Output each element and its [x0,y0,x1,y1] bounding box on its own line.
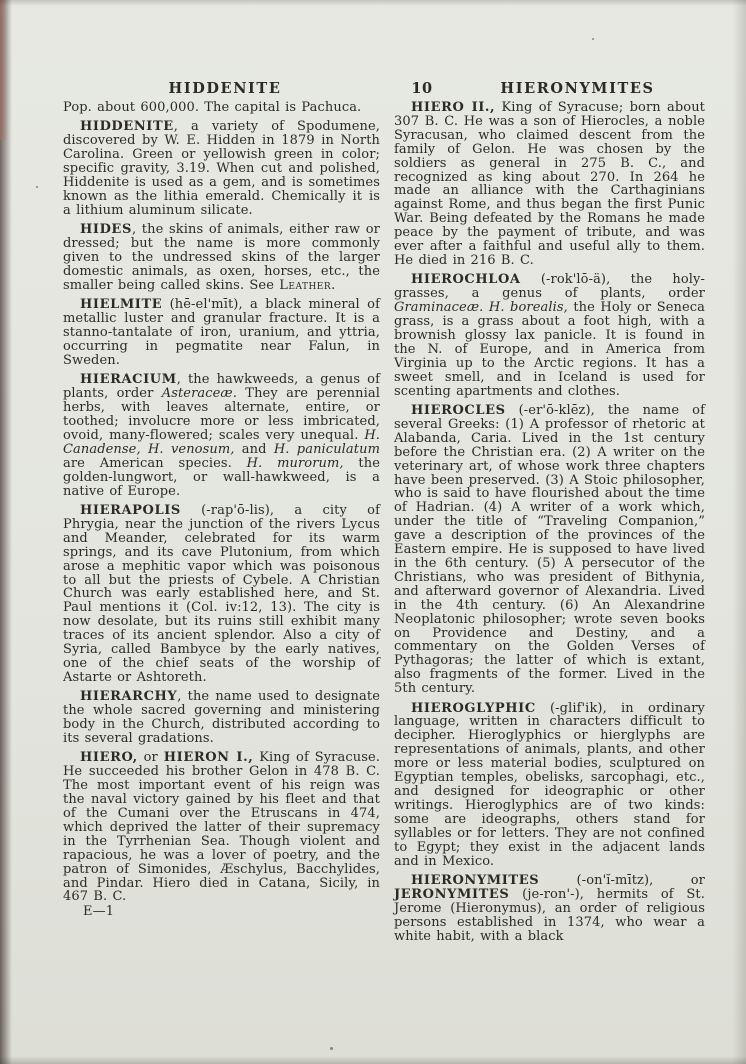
entry-hierapolis: HIERAPOLIS (-rap'ō-lis), a city of Phrygia, near the junction of the rivers Lycus and Meander, celebrated for its warm springs, and its cave Plutonium, from which arose a mephitic vapor which was poisonous to all but the priests of Cybele. A Christian Church was early established here, and St. Paul mentions it (Col. iv:12, 13). The city is now desolate, but its ruins still exhibit many traces of its ancient splendor. Also a city of Syria, called Bambyce by the early natives, one of the chief seats of the worship of Astarte or Ashtoreth. [63,502,380,685]
text-columns [63,101,705,943]
entry-hiddenite: HIDDENITE, a variety of Spodumene, discovered by W. E. Hidden in 1879 in North Carolina. Green or yellowish green in color; specific gravity, 3.19. When cut and polished, Hiddenite is used as a gem, and is sometimes known as the lithia emerald. Chemically it is a lithium aluminum silicate. [63,119,380,218]
page-right-edge-shadow [732,0,746,1064]
scan-speck [330,1047,333,1050]
entry-hieroglyphic: HIEROGLYPHIC (-glif'ik), in ordinary language, written in characters difficult to decipher. Hieroglyphics or hierglyphs are representations of animals, plants, and other more or less material bodies, sculptured on Egyptian temples, obelisks, sarcophagi, etc., and designed for ideographic or other writings. Hieroglyphics are of two kinds: some are ideographs, others stand for syllables or for letters. They are not confined to Egypt; they exist in the adjacent lands and in Mexico. [394,700,705,869]
page-top-edge-shadow [0,0,746,6]
header-right-guideword: HIERONYMITES [500,80,655,97]
entry-hiero-ii: HIERO II., King of Syracuse; born about 307 B. C. He was a son of Hierocles, a noble Syracusan, who claimed descent from the family of Gelon. He was chosen by the soldiers as general in 275 B. C., and recognized as king about 270. In 264 he made an alliance with the Carthaginians against Rome, and thus began the first Punic War. Being defeated by the Romans he made peace by the payment of tribute, and was ever after a faithful and useful ally to them. He died in 216 B. C. [394,100,706,268]
header-page-number: 10 [411,80,433,97]
entry-hides: HIDES, the skins of animals, either raw or dressed; but the name is more commonly given to the undressed skins of the larger domestic animals, as oxen, horses, etc., the smaller being called skins. See Leather. [63,222,380,293]
running-head [0,80,746,98]
entry-hierochloa: HIEROCHLOA (-rok'lō-ä), the holy-grasses, a genus of plants, order Graminaceæ. H. borealis, the Holy or Seneca grass, is a grass about a foot high, with a brownish glossy lax panicle. It is found in the N. of Europe, and in America from Virginia up to the Arctic regions. It has a sweet smell, and in Iceland is used for scenting apartments and clothes. [394,272,706,399]
header-left-guideword: HIDDENITE [168,80,282,97]
entry-hieracium: HIERACIUM, the hawkweeds, a genus of plants, order Asteraceæ. They are perennial herbs, with leaves alternate, entire, or toothed; involucre more or less imbricated, ovoid, many-flowered; scales very unequal. H. Canadense, H. venosum, and H. paniculatum are American species. H. murorum, the golden-lungwort, or wall-hawkweed, is a native of Europe. [63,372,381,499]
right-column [394,101,705,943]
scan-speck [592,38,594,40]
entry-hieronymites: HIERONYMITES (-on'ĭ-mītz), or JERONYMITES (je-ron'-), hermits of St. Jerome (Hieronymus), an order of religious persons established in 1374, who wear a white habit, with a black [394,872,705,944]
entry-hielmite: HIELMITE (hē-el'mīt), a black mineral of metallic luster and granular fracture. It is a stanno-tantalate of iron, uranium, and yttria, occurring in pegmatite near Falun, in Sweden. [63,297,380,368]
page-bottom-edge-shadow [0,1056,746,1064]
entry-hiero-i: HIERO, or HIERON I., King of Syracuse. He succeeded his brother Gelon in 478 B. C. The most important event of his reign was the naval victory gained by his fleet and that of the Cumani over the Etruscans in 474, which deprived the latter of their supremacy in the Tyrrhenian Sea. Though violent and rapacious, he was a lover of poetry, and the patron of Simonides, Æschylus, Bacchylides, and Pindar. Hiero died in Catana, Sicily, in 467 B. C. [63,750,380,905]
signature-mark: E—1 [83,904,115,920]
entry-hierocles: HIEROCLES (-er'ō-klēz), the name of several Greeks: (1) A professor of rhetoric at Alabanda, Caria. Lived in the 1st century before the Christian era. (2) A writer on the veterinary art, of whose work three chapters have been preserved. (3) A Stoic philosopher, who is said to have flourished about the time of Hadrian. (4) A writer of a work which, under the title of “Traveling Companion,” gave a description of the provinces of the Eastern empire. He is supposed to have lived in the 6th century. (5) A persecutor of the Christians, who was president of Bithynia, and afterward governor of Alexandria. Lived in the 4th century. (6) An Alexandrine Neoplatonic philosopher; wrote seven books on Providence and Destiny, and a commentary on the Golden Verses of Pythagoras; the latter of which is extant, also fragments of the former. Lived in the 5th century. [394,403,705,697]
page-left-edge-shadow [0,0,12,1064]
page-left-edge-tint [0,0,8,140]
entry-pachuca-continuation: Pop. about 600,000. The capital is Pachuca. [63,100,362,115]
scan-speck [36,186,38,188]
entry-hierarchy: HIERARCHY, the name used to designate the whole sacred governing and ministering body in the Church, distributed according to its several gradations. [63,689,380,746]
left-column [63,101,380,943]
